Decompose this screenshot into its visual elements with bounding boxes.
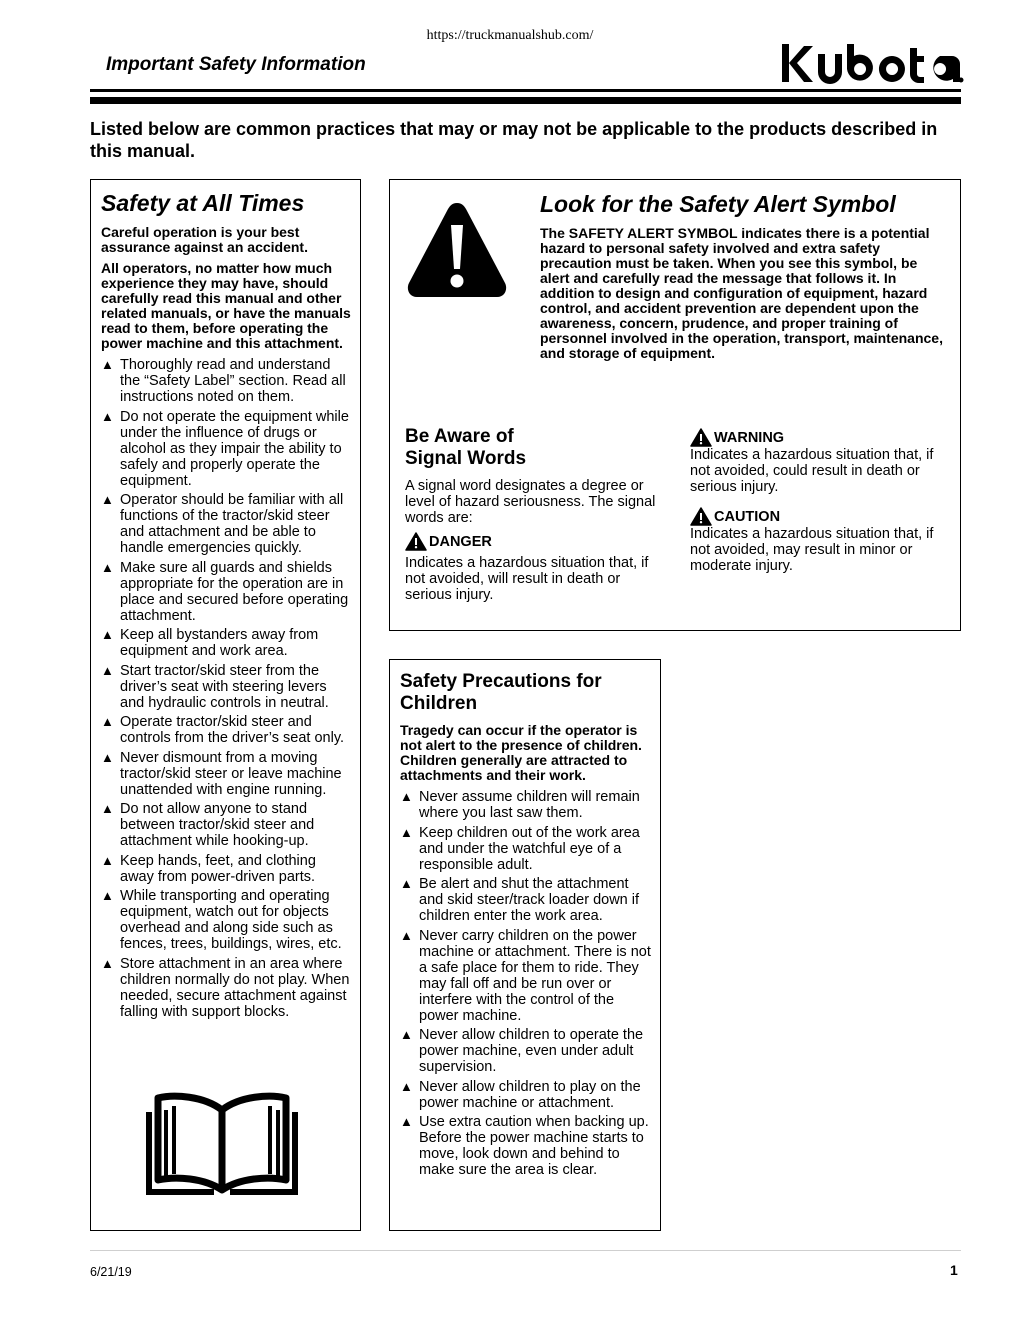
- signal-words-intro: A signal word designates a degree or level of hazard seriousness. The signal words are:: [405, 478, 656, 526]
- danger-text: Indicates a hazardous situation that, if not avoided, will result in death or serious injury.: [405, 555, 649, 603]
- triangle-bullet-icon: ▲: [101, 408, 114, 424]
- list-item: ▲ Operator should be familiar with all functions of the tractor/skid steer and attachment and be able to handle emergencies quickly.: [101, 492, 344, 556]
- triangle-bullet-icon: ▲: [101, 801, 114, 816]
- warning-alert-icon: [690, 428, 712, 447]
- list-item: ▲ Do not operate the equipment while under the influence of drugs or alcohol as they impair the ability to safely and properly operate the equipment.: [101, 408, 349, 489]
- kubota-logo: [780, 40, 964, 86]
- signal-words-title-2: Signal Words: [405, 448, 527, 469]
- triangle-bullet-icon: ▲: [101, 662, 114, 678]
- footer-date: 6/21/19: [90, 1265, 132, 1279]
- header-rule-heavy: [90, 97, 961, 104]
- signal-words-title-1: Be Aware of: [405, 426, 514, 447]
- list-item: ▲ Never assume children will remain where you last saw them.: [400, 789, 640, 821]
- safety-at-all-times-box: [90, 179, 361, 1231]
- danger-heading: [405, 532, 665, 551]
- list-item: ▲ Start tractor/skid steer from the driver’s seat with steering levers and hydraulic controls in neutral.: [101, 662, 329, 711]
- list-item: ▲ Thoroughly read and understand the “Safety Label” section. Read all instructions noted on them.: [101, 357, 346, 405]
- triangle-bullet-icon: ▲: [400, 1114, 413, 1129]
- safety-alert-body: The SAFETY ALERT SYMBOL indicates there is a potential hazard to personal safety involved and extra safety precaution must be taken. When you see this symbol, be alert and carefully read the message that follows it. In addition to design and configuration of equipment, hazard control, and accident prevention are dependent upon the awareness, concern, prudence, and proper training of personnel involved in the operation, transport, maintenance, and storage of equipment.: [540, 225, 943, 361]
- page-number: 1: [950, 1262, 958, 1278]
- list-item: ▲ Store attachment in an area where children normally do not play. When needed, secure attachment against falling with support blocks.: [101, 955, 350, 1020]
- caution-label: CAUTION: [714, 508, 781, 525]
- list-item: ▲ Use extra caution when backing up. Before the power machine starts to move, look down and behind to make sure the area is clear.: [400, 1114, 649, 1178]
- list-item: ▲ Be alert and shut the attachment and skid steer/track loader down if children enter the work area.: [400, 876, 640, 924]
- children-list: [400, 789, 652, 1178]
- list-item: ▲ Never allow children to play on the power machine or attachment.: [400, 1078, 641, 1111]
- footer-rule: [90, 1250, 961, 1251]
- triangle-bullet-icon: ▲: [400, 1078, 413, 1094]
- list-item: ▲ Keep hands, feet, and clothing away from power-driven parts.: [101, 852, 316, 885]
- warning-triangle-icon: [404, 197, 510, 303]
- caution-alert-icon: [690, 507, 712, 526]
- children-safety-lead: Tragedy can occur if the operator is not alert to the presence of children. Children generally are attracted to attachments and their work.: [400, 722, 642, 783]
- triangle-bullet-icon: ▲: [101, 627, 114, 642]
- list-item: ▲ Keep children out of the work area and under the watchful eye of a responsible adult.: [400, 824, 640, 873]
- triangle-bullet-icon: ▲: [101, 955, 114, 971]
- triangle-bullet-icon: ▲: [400, 824, 413, 840]
- safety-alert-title: Look for the Safety Alert Symbol: [540, 191, 896, 217]
- intro-text: Listed below are common practices that may or may not be applicable to the products described in this manual.: [90, 119, 938, 161]
- list-item: ▲ While transporting and operating equipment, watch out for objects overhead and along side such as fences, trees, buildings, wires, etc.: [101, 888, 342, 952]
- list-item: ▲ Never allow children to operate the power machine, even under adult supervision.: [400, 1027, 644, 1075]
- header-rule: [90, 89, 961, 92]
- warning-text: Indicates a hazardous situation that, if not avoided, could result in death or serious injury.: [690, 447, 934, 495]
- safety-at-all-times-title: Safety at All Times: [101, 190, 305, 216]
- triangle-bullet-icon: ▲: [400, 927, 413, 943]
- safety-list: [101, 357, 353, 1020]
- triangle-bullet-icon: ▲: [101, 492, 114, 507]
- triangle-bullet-icon: ▲: [101, 852, 114, 868]
- triangle-bullet-icon: ▲: [400, 1027, 413, 1042]
- list-item: ▲ Never carry children on the power machine or attachment. There is not a safe place for them to ride. They may fall off and be run over or interfere with the control of the power machine.: [400, 927, 651, 1024]
- list-item: ▲ Make sure all guards and shields appropriate for the operation are in place and secured before operating attachment.: [101, 559, 349, 624]
- children-safety-box: [389, 659, 661, 1231]
- list-item: ▲ Keep all bystanders away from equipment and work area.: [101, 627, 319, 659]
- open-book-icon: [144, 1088, 300, 1198]
- caution-heading: [690, 507, 950, 526]
- source-url[interactable]: https://truckmanualshub.com/: [426, 28, 594, 43]
- safety-lead-2: All operators, no matter how much experience they may have, should carefully read this manual and other related manuals, or have the manuals read to them, before operating the power machine and this attachment.: [101, 260, 351, 351]
- triangle-bullet-icon: ▲: [101, 749, 114, 765]
- triangle-bullet-icon: ▲: [101, 714, 114, 729]
- warning-heading: [690, 428, 950, 447]
- list-item: ▲ Do not allow anyone to stand between tractor/skid steer and attachment while hooking-up.: [101, 801, 315, 849]
- danger-label: DANGER: [429, 533, 492, 550]
- triangle-bullet-icon: ▲: [101, 888, 114, 903]
- triangle-bullet-icon: ▲: [400, 876, 413, 891]
- triangle-bullet-icon: ▲: [101, 559, 114, 575]
- list-item: ▲ Never dismount from a moving tractor/skid steer or leave machine unattended with engine running.: [101, 749, 342, 798]
- header-title: Important Safety Information: [106, 54, 366, 75]
- triangle-bullet-icon: ▲: [400, 789, 413, 804]
- safety-alert-box: [389, 179, 961, 631]
- danger-alert-icon: [405, 532, 427, 551]
- caution-text: Indicates a hazardous situation that, if not avoided, may result in minor or moderate injury.: [690, 526, 934, 574]
- triangle-bullet-icon: ▲: [101, 357, 114, 372]
- list-item: ▲ Operate tractor/skid steer and controls from the driver’s seat only.: [101, 714, 345, 746]
- children-safety-title: Safety Precautions for Children: [400, 671, 602, 714]
- safety-lead-1: Careful operation is your best assurance against an accident.: [101, 224, 308, 255]
- warning-label: WARNING: [714, 429, 785, 446]
